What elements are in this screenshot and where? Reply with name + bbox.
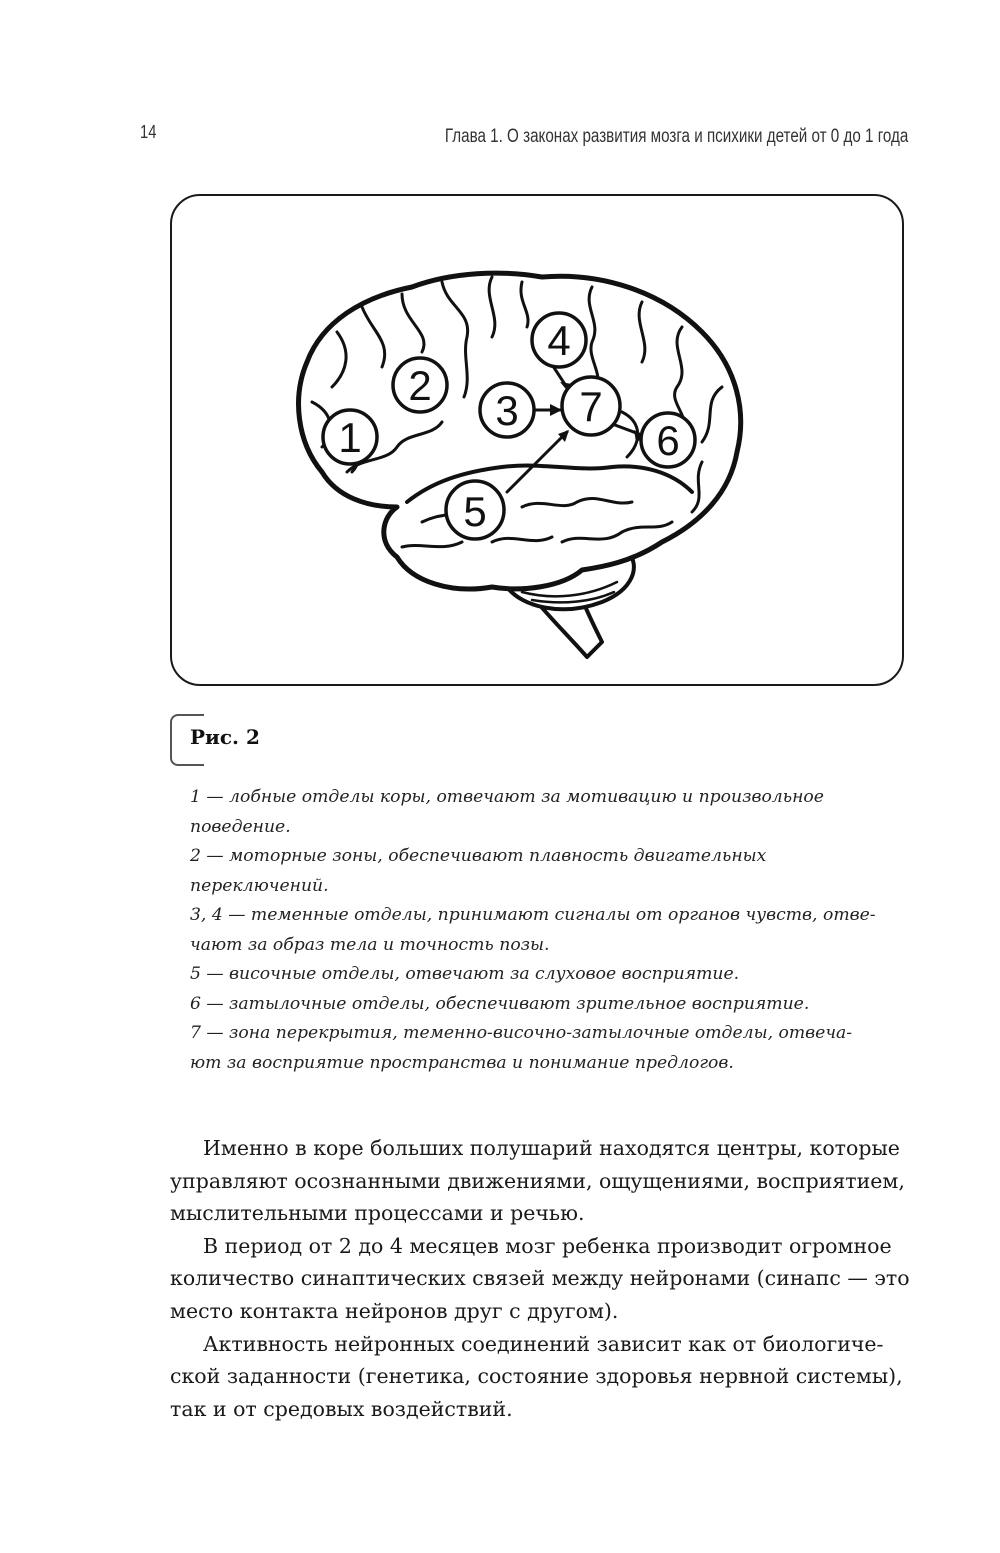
text-line: мыслительными процессами и речью.: [170, 1201, 585, 1225]
marker-1: 1: [338, 414, 362, 461]
marker-6: 6: [656, 417, 680, 464]
legend-line: переключений.: [190, 875, 329, 896]
text-line: Именно в коре больших полушарий находятся центры, которые: [203, 1136, 900, 1160]
page-number: 14: [140, 122, 157, 142]
figure-legend: [190, 783, 920, 1078]
legend-line: 7 — зона перекрытия, теменно-височно-затылочные отделы, отвеча-: [190, 1023, 853, 1043]
figure-frame: [170, 194, 904, 686]
legend-line: чают за образ тела и точность позы.: [190, 934, 550, 955]
legend-line: 2 — моторные зоны, обеспечивают плавность двигательных: [190, 846, 767, 866]
brain-icon: [172, 196, 906, 688]
figure-caption-title: Рис. 2: [190, 725, 260, 749]
legend-line: ют за восприятие пространства и понимание предлогов.: [190, 1052, 734, 1073]
marker-5: 5: [463, 488, 487, 535]
text-line: место контакта нейронов друг с другом).: [170, 1298, 619, 1323]
legend-line: 5 — височные отделы, отвечают за слуховое восприятие.: [190, 964, 740, 984]
paragraph: [170, 1328, 910, 1426]
marker-4: 4: [547, 317, 571, 364]
text-line: количество синаптических связей между нейронами (синапс — это: [170, 1266, 910, 1291]
legend-line: 1 — лобные отделы коры, отвечают за мотивацию и произвольное: [190, 787, 824, 807]
text-line: Активность нейронных соединений зависит как от биологиче-: [203, 1331, 884, 1356]
marker-7: 7: [579, 383, 603, 430]
body-text: [170, 1132, 910, 1426]
text-line: В период от 2 до 4 месяцев мозг ребенка производит огромное: [203, 1233, 892, 1258]
text-line: ской заданности (генетика, состояние здоровья нервной системы),: [170, 1364, 903, 1389]
text-line: управляют осознанными движениями, ощущениями, восприятием,: [170, 1168, 905, 1193]
paragraph: [170, 1230, 910, 1328]
paragraph: [170, 1132, 910, 1230]
text-line: так и от средовых воздействий.: [170, 1396, 513, 1421]
marker-2: 2: [408, 362, 432, 409]
marker-3: 3: [495, 387, 519, 434]
legend-line: 3, 4 — теменные отделы, принимают сигналы от органов чувств, отве-: [190, 905, 876, 925]
legend-line: 6 — затылочные отделы, обеспечивают зрительное восприятие.: [190, 993, 810, 1014]
running-head: Глава 1. О законах развития мозга и психики детей от 0 до 1 года: [444, 126, 908, 147]
legend-line: поведение.: [190, 816, 291, 837]
